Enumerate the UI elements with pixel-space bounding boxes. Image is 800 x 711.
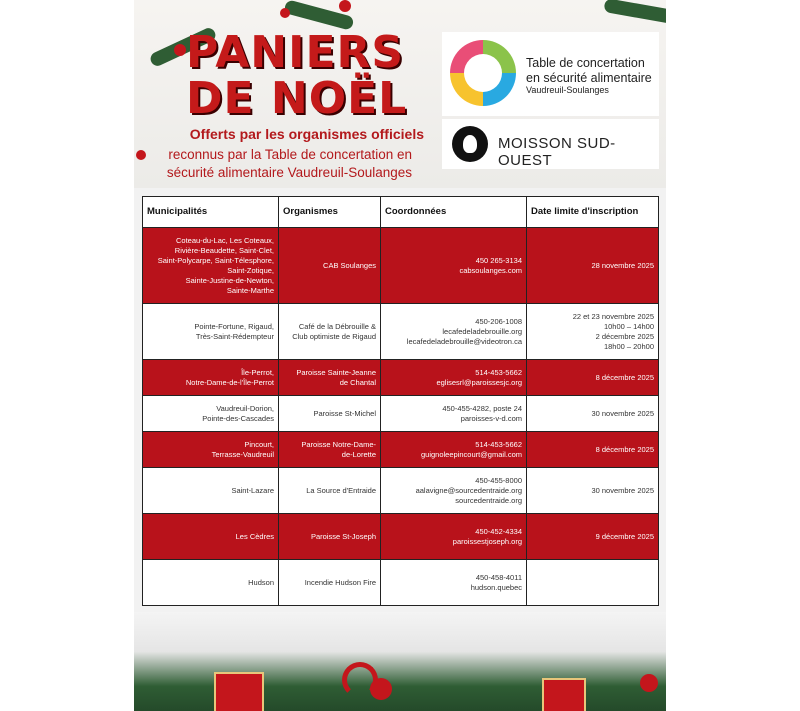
cell-municipalites-line: Pointe-Fortune, Rigaud, — [194, 321, 274, 331]
table-row — [143, 396, 659, 432]
cell-organisme — [279, 514, 381, 560]
table-concertation-logo — [442, 32, 659, 116]
page-title — [186, 27, 408, 124]
cell-coordonnees-line: sourcedentraide.org — [455, 495, 522, 505]
cell-date — [527, 514, 659, 560]
cell-municipalites — [143, 560, 279, 606]
cell-municipalites-line: Les Cèdres — [235, 531, 274, 541]
cell-municipalites — [143, 468, 279, 514]
logo-line-2: en sécurité alimentaire — [526, 71, 652, 85]
header-municipalites: Municipalités — [143, 197, 279, 228]
cell-coordonnees-line: cabsoulanges.com — [459, 265, 522, 275]
cell-organisme — [279, 304, 381, 360]
cell-municipalites-line: Terrasse-Vaudreuil — [211, 449, 274, 459]
cell-coordonnees-line: paroissestjoseph.org — [452, 536, 522, 546]
cell-coordonnees-line: lecafedeladebrouille@videotron.ca — [406, 336, 522, 346]
cell-date-line: 28 novembre 2025 — [591, 260, 654, 270]
cell-date-line: 30 novembre 2025 — [591, 485, 654, 495]
cell-date — [527, 228, 659, 304]
cell-municipalites-line: Sainte-Marthe — [226, 285, 274, 295]
cell-coordonnees-line: 514-453-5662 — [475, 439, 522, 449]
cell-date — [527, 468, 659, 514]
cell-organisme-line: CAB Soulanges — [323, 260, 376, 270]
cell-coordonnees — [381, 514, 527, 560]
cell-municipalites-line: Rivière-Beaudette, Saint-Clet, — [174, 245, 274, 255]
gift-box-decoration — [542, 678, 586, 711]
poster — [134, 0, 666, 711]
cell-municipalites-line: Saint-Lazare — [231, 485, 274, 495]
gift-box-decoration — [214, 672, 264, 711]
cell-municipalites-line: Pointe-des-Cascades — [202, 413, 274, 423]
table-row — [143, 468, 659, 514]
moisson-logo — [442, 119, 659, 169]
cell-municipalites — [143, 432, 279, 468]
cell-organisme-line: de Chantal — [339, 377, 376, 387]
cell-municipalites-line: Coteau-du-Lac, Les Coteaux, — [176, 235, 274, 245]
header-banner — [134, 0, 666, 188]
cell-organisme-line: La Source d'Entraide — [306, 485, 376, 495]
cell-date — [527, 432, 659, 468]
cell-coordonnees-line: 450-452-4334 — [475, 526, 522, 536]
cell-date-line: 2 décembre 2025 — [595, 331, 654, 341]
cell-municipalites — [143, 514, 279, 560]
table-row — [143, 560, 659, 606]
cell-organisme — [279, 228, 381, 304]
cell-municipalites-line: Pincourt, — [244, 439, 274, 449]
cell-organisme-line: Paroisse St-Michel — [313, 408, 376, 418]
subtitle — [134, 146, 412, 182]
cell-coordonnees — [381, 560, 527, 606]
cell-organisme-line: de-Lorette — [341, 449, 376, 459]
table-row — [143, 304, 659, 360]
ornament-decoration — [174, 44, 186, 56]
cell-coordonnees-line: 514-453-5662 — [475, 367, 522, 377]
cell-coordonnees-line: aalavigne@sourcedentraide.org — [415, 485, 522, 495]
cell-date — [527, 560, 659, 606]
footer-decoration — [134, 612, 666, 711]
cell-date-line: 30 novembre 2025 — [591, 408, 654, 418]
cell-date-line: 8 décembre 2025 — [595, 372, 654, 382]
cell-coordonnees — [381, 360, 527, 396]
cell-municipalites-line: Saint-Polycarpe, Saint-Télesphore, — [157, 255, 274, 265]
cell-municipalites-line: Vaudreuil-Dorion, — [216, 403, 274, 413]
cell-date-line: 10h00 – 14h00 — [603, 321, 654, 331]
table-row — [143, 228, 659, 304]
cell-date-line: 18h00 – 20h00 — [603, 341, 654, 351]
cell-coordonnees-line: 450 265-3134 — [475, 255, 522, 265]
header-coordonnees: Coordonnées — [381, 197, 527, 228]
title-line-1: PANIERS — [186, 27, 405, 78]
cell-organisme — [279, 396, 381, 432]
cell-date-line: 9 décembre 2025 — [595, 531, 654, 541]
cell-coordonnees-line: hudson.quebec — [470, 582, 522, 592]
cell-municipalites-line: Notre-Dame-de-l'Île-Perrot — [185, 377, 274, 387]
cell-municipalites-line: Île-Perrot, — [241, 367, 274, 377]
cell-organisme — [279, 468, 381, 514]
logo-text — [526, 56, 652, 86]
cell-coordonnees-line: 450-455-4282, poste 24 — [442, 403, 522, 413]
cell-coordonnees-line: lecafedeladebrouille.org — [442, 326, 522, 336]
cell-municipalites — [143, 360, 279, 396]
moisson-text: MOISSON SUD-OUEST — [498, 135, 616, 169]
header-date-limite: Date limite d'inscription — [527, 197, 659, 228]
ornament-decoration — [280, 8, 290, 18]
people-circle-icon — [450, 40, 516, 106]
ornament-decoration — [640, 674, 658, 692]
cell-coordonnees-line: eglisesrl@paroissesjc.org — [436, 377, 522, 387]
cell-organisme — [279, 360, 381, 396]
header-organismes: Organismes — [279, 197, 381, 228]
cell-date — [527, 396, 659, 432]
cell-municipalites-line: Saint-Zotique, — [227, 265, 274, 275]
cell-municipalites — [143, 396, 279, 432]
cell-coordonnees-line: 450-206-1008 — [475, 316, 522, 326]
cell-date-line: 22 et 23 novembre 2025 — [572, 311, 654, 321]
subtitle-line-3: sécurité alimentaire Vaudreuil-Soulanges — [166, 165, 412, 180]
cell-coordonnees — [381, 304, 527, 360]
spoon-heart-icon — [452, 126, 488, 162]
cell-organisme-line: Club optimiste de Rigaud — [292, 331, 376, 341]
cell-coordonnees — [381, 396, 527, 432]
cell-coordonnees — [381, 432, 527, 468]
cell-coordonnees — [381, 228, 527, 304]
subtitle-bold: Offerts par les organismes officiels — [189, 126, 424, 142]
cell-organisme-line: Café de la Débrouille & — [298, 321, 376, 331]
subtitle-line-2: reconnus par la Table de concertation en — [168, 147, 412, 162]
cell-municipalites-line: Très-Saint-Rédempteur — [195, 331, 274, 341]
cell-organisme-line: Paroisse St-Joseph — [310, 531, 376, 541]
table-header-row — [143, 197, 659, 228]
cell-date-line: 8 décembre 2025 — [595, 444, 654, 454]
table-row — [143, 514, 659, 560]
logo-line-1: Table de concertation — [526, 56, 645, 70]
cell-coordonnees — [381, 468, 527, 514]
cell-municipalites-line: Sainte-Justine-de-Newton, — [185, 275, 274, 285]
title-line-2: DE NOËL — [186, 73, 408, 124]
logo-line-3: Vaudreuil-Soulanges — [526, 85, 609, 95]
cell-municipalites-line: Hudson — [248, 577, 274, 587]
cell-date — [527, 304, 659, 360]
cell-organisme — [279, 432, 381, 468]
cell-coordonnees-line: 450-458-4011 — [475, 572, 522, 582]
cell-municipalites — [143, 304, 279, 360]
cell-organisme-line: Paroisse Sainte-Jeanne — [296, 367, 376, 377]
table-row — [143, 432, 659, 468]
cell-coordonnees-line: paroisses-v-d.com — [460, 413, 522, 423]
cell-organisme-line: Incendie Hudson Fire — [304, 577, 376, 587]
cell-date — [527, 360, 659, 396]
organisms-table — [142, 196, 659, 606]
cell-organisme-line: Paroisse Notre-Dame- — [301, 439, 376, 449]
table-row — [143, 360, 659, 396]
ornament-decoration — [339, 0, 351, 12]
cell-municipalites — [143, 228, 279, 304]
ornament-decoration — [370, 678, 392, 700]
cell-coordonnees-line: 450-455-8000 — [475, 475, 522, 485]
organisms-table-container — [142, 196, 658, 604]
cell-coordonnees-line: guignoleepincourt@gmail.com — [420, 449, 522, 459]
pine-branch-decoration — [603, 0, 666, 24]
cell-organisme — [279, 560, 381, 606]
